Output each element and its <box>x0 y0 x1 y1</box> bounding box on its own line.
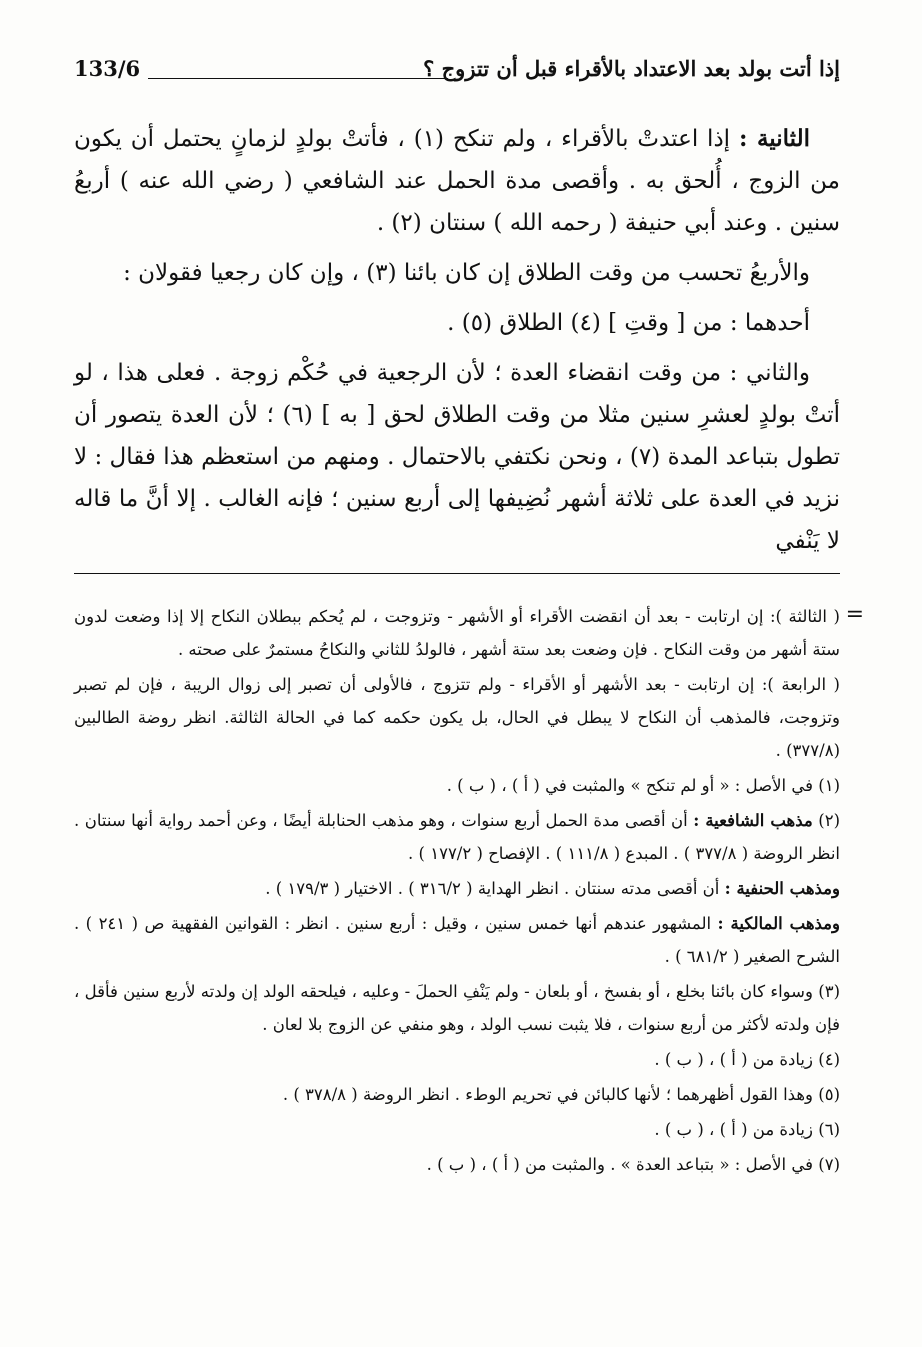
paragraph-four-years: والأربعُ تحسب من وقت الطلاق إن كان بائنا (٣) ، وإن كان رجعيا فقولان : <box>123 260 810 286</box>
footnote-1: (١) في الأصل : « أو لم تنكح » والمثبت في ( أ ) ، ( ب ) . <box>446 776 840 795</box>
footnote-text: المشهور عندهم أنها خمس سنين ، وقيل : أربع سنين . انظر : القوانين الفقهية ص ( ٢٤١ ) . الشرح الصغير ( ٦٨١/٢ ) . <box>74 914 840 966</box>
footnote-third-case: ( الثالثة ): إن ارتابت - بعد أن انقضت الأقراء أو الأشهر - وتزوجت ، لم يُحكم ببطلان النكاح إلا إذا وضعت لدون ستة أشهر من وقت النكاح . فإن وضعت بعد ستة أشهر ، فالولدُ للثاني والنكاحُ مستمرٌ على صحته . <box>74 607 840 659</box>
footnote-separator <box>74 573 840 574</box>
footnote-4: (٤) زيادة من ( أ ) ، ( ب ) . <box>654 1050 840 1069</box>
footnotes <box>74 600 840 1183</box>
footnote-fourth-case: ( الرابعة ): إن ارتابت - بعد الأشهر أو الأقراء - ولم تتزوج ، فالأولى أن تصبر إلى زوال الريبة ، فإن لم تصبر وتزوجت، فالمذهب أن النكاح لا يبطل في الحال، بل يكون حكمه كما في الحالة الثالثة. انظر روضة الطالبين (٣٧٧/٨) . <box>74 675 840 760</box>
footnote-lead: ومذهب الحنفية : <box>724 879 840 898</box>
footnote-lead: مذهب الشافعية : <box>693 811 813 830</box>
footnote-number: (٢) <box>818 811 841 830</box>
footnote-lead: ومذهب المالكية : <box>717 914 840 933</box>
footnote-text: أن أقصى مدته سنتان . انظر الهداية ( ٣١٦/٢ ) . الاختيار ( ١٧٩/٣ ) . <box>265 879 720 898</box>
footnote-3: (٣) وسواء كان بائنا بخلع ، أو بفسخ ، أو بلعان - ولم يَنْفِ الحملَ - وعليه ، فيلحقه الولد إن ولدته لأربع سنين فأقل ، فإن ولدته لأكثر من أربع سنوات ، فلا يثبت نسب الولد ، وهو منفي عن الزوج بلا لعان . <box>74 982 840 1034</box>
continuation-mark: = <box>845 602 864 627</box>
header-rule <box>148 78 448 79</box>
footnote-7: (٧) في الأصل : « بتباعد العدة » . والمثبت من ( أ ) ، ( ب ) . <box>426 1155 840 1174</box>
paragraph-lead: الثانية : <box>738 125 810 152</box>
footnote-5: (٥) وهذا القول أظهرهما ؛ لأنها كالبائن في تحريم الوطء . انظر الروضة ( ٣٧٨/٨ ) . <box>282 1085 840 1104</box>
paragraph-text: إذا اعتدتْ بالأقراء ، ولم تنكح (١) ، فأتتْ بولدٍ لزمانٍ يحتمل أن يكون من الزوج ، أُلحق به . وأقصى مدة الحمل عند الشافعي ( رضي الله عنه ) أربعُ سنين . وعند أبي حنيفة ( رحمه الله ) سنتان (٢) . <box>74 126 840 236</box>
paragraph-second-case <box>74 118 840 244</box>
page-reference: 133/6 <box>74 56 141 81</box>
footnote-2-maliki <box>74 907 840 973</box>
header-title: إذا أتت بولد بعد الاعتداد بالأقراء قبل أن تتزوج ؟ <box>423 56 840 81</box>
main-text <box>74 118 840 570</box>
paragraph-second-opinion: والثاني : من وقت انقضاء العدة ؛ لأن الرجعية في حُكْم زوجة . فعلى هذا ، لو أتتْ بولدٍ لعشرِ سنين مثلا من وقت الطلاق لحق [ به ] (٦) ؛ لأن العدة يتصور أن تطول بتباعد المدة (٧) ، ونحن نكتفي بالاحتمال . ومنهم من استعظم هذا فقال : لا نزيد في العدة على ثلاثة أشهر نُضِيفها إلى أربع سنين ؛ فإنه الغالب . إلا أنَّ ما قاله لا يَنْفي <box>74 360 841 554</box>
paragraph-first-opinion: أحدهما : من [ وقتِ ] (٤) الطلاق (٥) . <box>447 310 810 336</box>
footnote-6: (٦) زيادة من ( أ ) ، ( ب ) . <box>654 1120 840 1139</box>
footnote-2-hanafi <box>74 872 840 905</box>
footnote-text: أن أقصى مدة الحمل أربع سنوات ، وهو مذهب الحنابلة أيضًا ، وعن أحمد رواية أنها سنتان . انظر الروضة ( ٣٧٧/٨ ) . المبدع ( ١١١/٨ ) . الإفصاح ( ١٧٧/٢ ) . <box>74 811 840 863</box>
running-header <box>74 52 840 92</box>
footnote-2 <box>74 804 840 870</box>
